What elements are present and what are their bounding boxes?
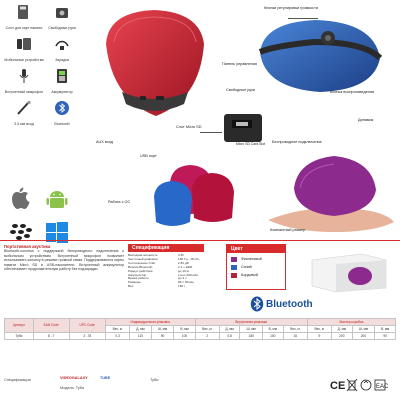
bluetooth-logo [250,296,320,312]
battery-icon [53,68,71,84]
feature-hands-free: Свободные руки [42,4,82,30]
svg-text:CE: CE [330,380,346,392]
feature-aux-in: 3.5 мм вход [4,100,44,126]
table-cell: 0.8 [219,332,240,339]
speakers-color-trio-image [150,162,240,232]
section-divider [0,240,400,241]
callout-aux-in: AUX вход [96,140,113,144]
table-cell: Туби [5,332,34,339]
table-subheader: Ш, мм [352,325,374,332]
table-cell: 16 [283,332,307,339]
svg-text:EAC: EAC [376,384,389,390]
feature-mobile: Мобильные устройства [4,36,44,62]
certification-marks [330,378,396,394]
hand-holding-speaker-image [264,150,400,236]
memory-card-icon [15,4,33,20]
table-subheader: Ш, мм [240,325,262,332]
ce-mark-icon [330,378,344,392]
leader-line [200,132,222,133]
microphone-icon [15,68,33,84]
table-subheader: Вес, кг [105,325,130,332]
spec-row [128,285,220,289]
specs-header: Спецификация [128,244,204,252]
bluetooth-icon [53,100,71,116]
hands-free-icon [53,4,71,20]
description-title: Портативная акустика [4,244,51,249]
colors-box [226,244,286,290]
color-option [231,255,262,263]
speaker-red-main-image [96,4,214,124]
table-row [5,332,396,339]
callout-compact-size: Компактный размер [270,228,306,232]
spec-value: до 10 м [178,268,189,273]
table-cell: 180 [240,332,262,339]
table-subheader: Ш, мм [151,325,174,332]
spec-value: до 4 ч [178,276,187,281]
spec-value: Li-ion 400 мАч [178,272,199,277]
color-swatch [231,273,237,278]
recycle-icon [360,378,372,392]
micro-sd-slot-image [222,110,268,146]
color-swatch [231,265,237,270]
table-cell: 2 [195,332,219,339]
table-subheader: В, мм [174,325,195,332]
table-cell: 90 [375,332,396,339]
spec-value: ≥ 80 дБ [178,260,189,265]
table-cell: 110 [130,332,151,339]
product-codes-table [4,318,396,340]
spec-key: Частотный диапазон [128,256,158,261]
color-name: Бордовый [241,273,258,277]
spec-value: 150 Гц - 18 кГц [178,256,200,261]
bluetooth-logo-icon [250,296,264,312]
color-option [231,263,262,271]
spec-key: Выходная мощность [128,253,158,257]
feature-microphone: Встроенный микрофон [4,68,44,94]
table-subheader: Вес, кг [195,325,219,332]
color-swatch [231,257,237,262]
footer-mid: Туби [150,378,159,382]
spec-value: 3 Вт [178,253,184,257]
audio-jack-icon [15,100,33,116]
table-header: Мастер-коробка [307,319,395,326]
apple-icon [8,186,34,212]
spec-key: Соотношение С/Ш [128,260,155,265]
callout-play-button: Кнопка воспроизведения [330,90,375,94]
bluetooth-logo-text: Bluetooth [266,299,313,310]
specs-list [128,254,220,289]
spec-key: Аккумулятор [128,272,147,277]
callout-usb-port: USB порт [140,154,157,158]
table-subheader: В, мм [262,325,283,332]
package-box-image [302,246,396,294]
windows-icon [44,220,70,246]
table-header: EAN Code [33,319,69,333]
spec-key: Размеры [128,280,141,285]
callout-volume-buttons: Кнопки регулировки громкости [264,6,318,10]
spec-key: Время работы [128,276,149,281]
callout-bluetooth-pairing: Беспроводное подключение [272,140,322,144]
table-header: Индивидуальная упаковка [105,319,195,326]
table-header: UPC Code [69,319,105,333]
mobile-devices-icon [15,36,33,52]
table-subheader: Д, мм [219,325,240,332]
color-name: Синий [241,265,252,269]
color-option [231,271,262,279]
leader-line [288,18,318,19]
table-cell: 3 ..78 [69,332,105,339]
callout-control-panel: Панель управления [222,62,257,66]
table-subheader: В, мм [375,325,396,332]
footer-brand-1: VIDEOGALAXY [60,376,88,380]
android-icon [44,186,70,212]
spec-key: Радиус действия [128,268,153,273]
spec-value: 80 × 80 мм [178,280,194,285]
table-cell: 100 [174,332,195,339]
callout-sd-card-label: Micro SD Card Slot [236,142,266,146]
charging-icon [53,36,71,52]
footer-sub: Модель: Туби [60,386,85,390]
description-text: Bluetooth-колонка с поддержкой беспроводного подключения к мобильным устройствам. Встроенный микрофон позволяет использовать колонку в режиме громкой связи. Поддерживаются карты памяти Micro SD и USB-накопители. Встроенный аккумулятор обеспечивает продолжительную работу без подзарядки. [4,249,124,271]
table-cell: 9 [307,332,331,339]
weee-bin-icon [346,378,358,392]
spec-value: 150 г [178,284,186,289]
feature-bluetooth: Bluetooth [42,100,82,126]
table-cell: 200 [352,332,374,339]
spec-value: 2.1 + EDR [178,264,193,269]
footer-left: Спецификация [4,378,31,382]
table-header: Артикул [5,319,34,333]
spec-key: Версия Bluetooth [128,264,153,269]
blackberry-icon [8,220,34,246]
table-subheader: Вес, кг [283,325,307,332]
description-block [4,244,124,272]
feature-charging: Зарядка [42,36,82,62]
os-label: Работа с ОС [108,200,131,204]
color-options [231,255,262,279]
table-cell: 0.3 [105,332,130,339]
table-cell: 8 ..7 [33,332,69,339]
eac-mark-icon [374,378,389,392]
colors-header: Цвет [227,245,285,253]
speaker-blue-image [254,12,384,96]
footer-brand-2: TUBE [100,376,111,380]
callout-micro-sd-slot: Слот Micro SD [176,125,202,129]
table-cell: 90 [151,332,174,339]
table-cell: 200 [331,332,352,339]
feature-battery: Аккумулятор [42,68,82,94]
table-subheader: Д, мм [331,325,352,332]
callout-hands-free: Свободные руки [226,88,255,92]
table-header: Внутренняя упаковка [195,319,307,326]
feature-memory-card: Слот для карт памяти [4,4,44,30]
table-subheader: Д, мм [130,325,151,332]
spec-key: Вес [128,284,134,289]
table-cell: 100 [262,332,283,339]
table-subheader: Вес, кг [307,325,331,332]
color-name: Фиолетовый [241,257,262,261]
callout-speaker: Динамик [358,118,374,122]
